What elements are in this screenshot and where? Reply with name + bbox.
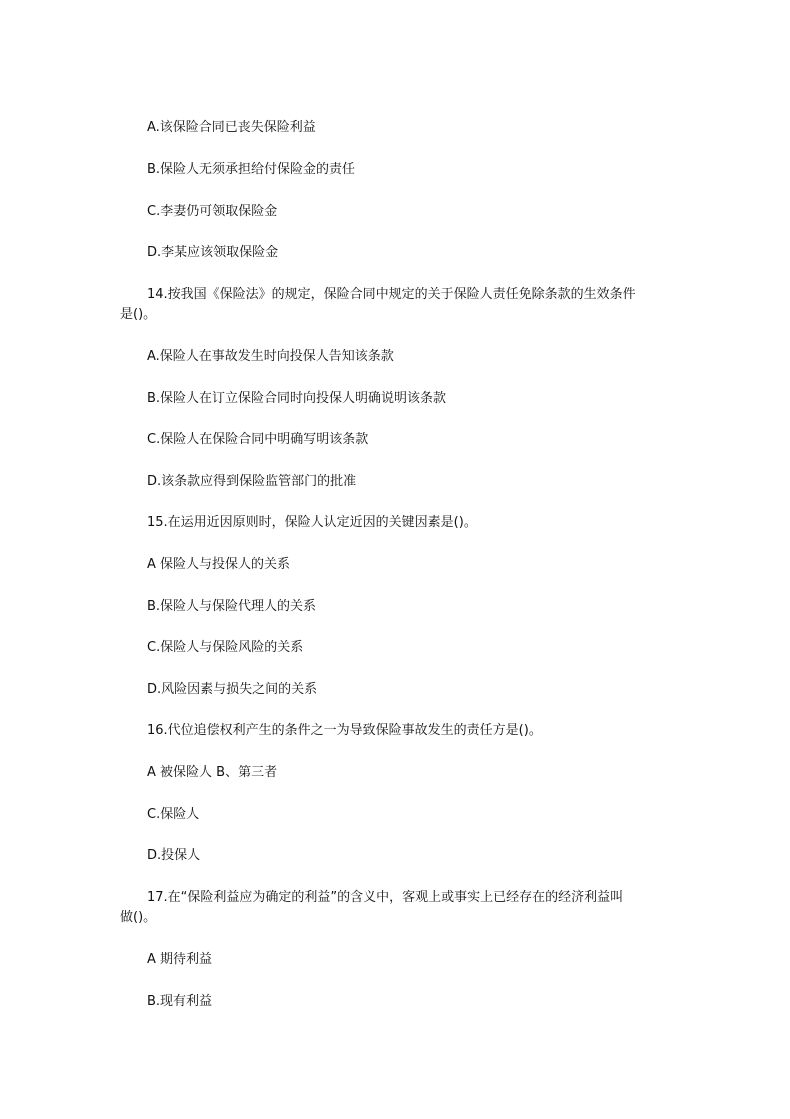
- option-c: C.李妻仍可领取保险金: [147, 204, 278, 219]
- question-15: 15.在运用近因原则时，保险人认定近因的关键因素是()。: [147, 515, 477, 530]
- option-a: A.保险人在事故发生时向投保人告知该条款: [147, 349, 394, 364]
- question-17: 17.在“保险利益应为确定的利益”的含义中，客观上或事实上已经存在的经济利益叫: [147, 890, 624, 905]
- option-c: C.保险人与保险风险的关系: [147, 640, 304, 655]
- question-14: 14.按我国《保险法》的规定，保险合同中规定的关于保险人责任免除条款的生效条件: [147, 287, 636, 302]
- question-14-continuation: 是()。: [120, 307, 157, 322]
- option-b: B.保险人无须承担给付保险金的责任: [147, 162, 356, 177]
- option-b: B.保险人在订立保险合同时向投保人明确说明该条款: [147, 391, 447, 406]
- option-c: C.保险人在保险合同中明确写明该条款: [147, 432, 369, 447]
- option-d: D.风险因素与损失之间的关系: [147, 682, 318, 697]
- option-b: B.现有利益: [147, 994, 213, 1009]
- option-a: A.该保险合同已丧失保险利益: [147, 120, 316, 135]
- option-d: D.该条款应得到保险监管部门的批准: [147, 474, 357, 489]
- option-a: A 保险人与投保人的关系: [147, 557, 291, 572]
- option-d: D.李某应该领取保险金: [147, 245, 279, 260]
- question-16: 16.代位追偿权利产生的条件之一为导致保险事故发生的责任方是()。: [147, 723, 542, 738]
- option-b: B.保险人与保险代理人的关系: [147, 599, 317, 614]
- option-a: A 期待利益: [147, 952, 213, 967]
- option-a-b: A 被保险人 B、第三者: [147, 765, 278, 780]
- option-c: C.保险人: [147, 807, 200, 822]
- question-17-continuation: 做()。: [120, 910, 157, 925]
- option-d: D.投保人: [147, 848, 201, 863]
